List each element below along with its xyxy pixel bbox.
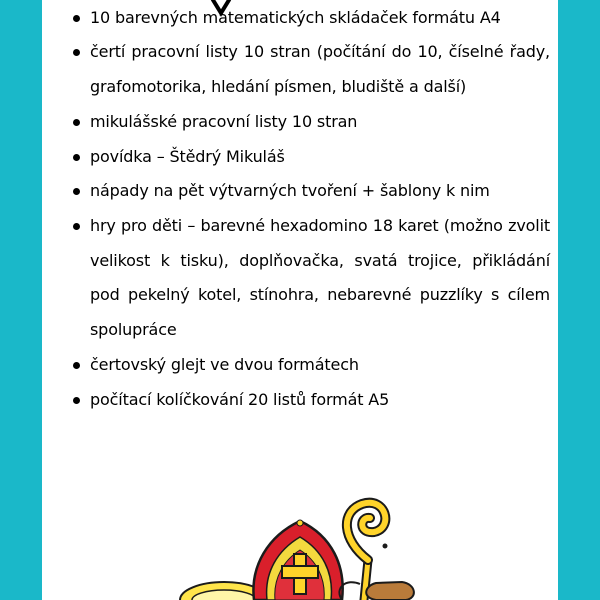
list-item-text: mikulášské pracovní listy 10 stran — [90, 112, 358, 131]
bishop-mitre-icon — [253, 520, 342, 600]
list-item-text: nápady na pět výtvarných tvoření + šablony k nim — [90, 181, 490, 200]
top-accent-icon — [213, 0, 229, 13]
list-item-text: čertí pracovní listy 10 stran (počítání do 10, číselné řady, grafomotorika, hledání písmen, bludiště a další) — [90, 42, 550, 96]
list-item-text: počítací kolíčkování 20 listů formát A5 — [90, 390, 390, 409]
list-item-text: povídka – Štědrý Mikuláš — [90, 147, 285, 166]
decoration-illustration — [42, 0, 558, 600]
list-item-text: 10 barevných matematických skládaček formátu A4 — [90, 8, 501, 27]
content-card — [42, 0, 558, 600]
crozier-icon — [339, 503, 413, 600]
list-item-text: hry pro děti – barevné hexadomino 18 karet (možno zvolit velikost k tisku), doplňovačka, svatá trojice, přikládání pod pekelný kotel, stínohra, nebarevné puzzlíky s cílem spolupráce — [90, 216, 550, 339]
list-item-text: čertovský glejt ve dvou formátech — [90, 355, 359, 374]
